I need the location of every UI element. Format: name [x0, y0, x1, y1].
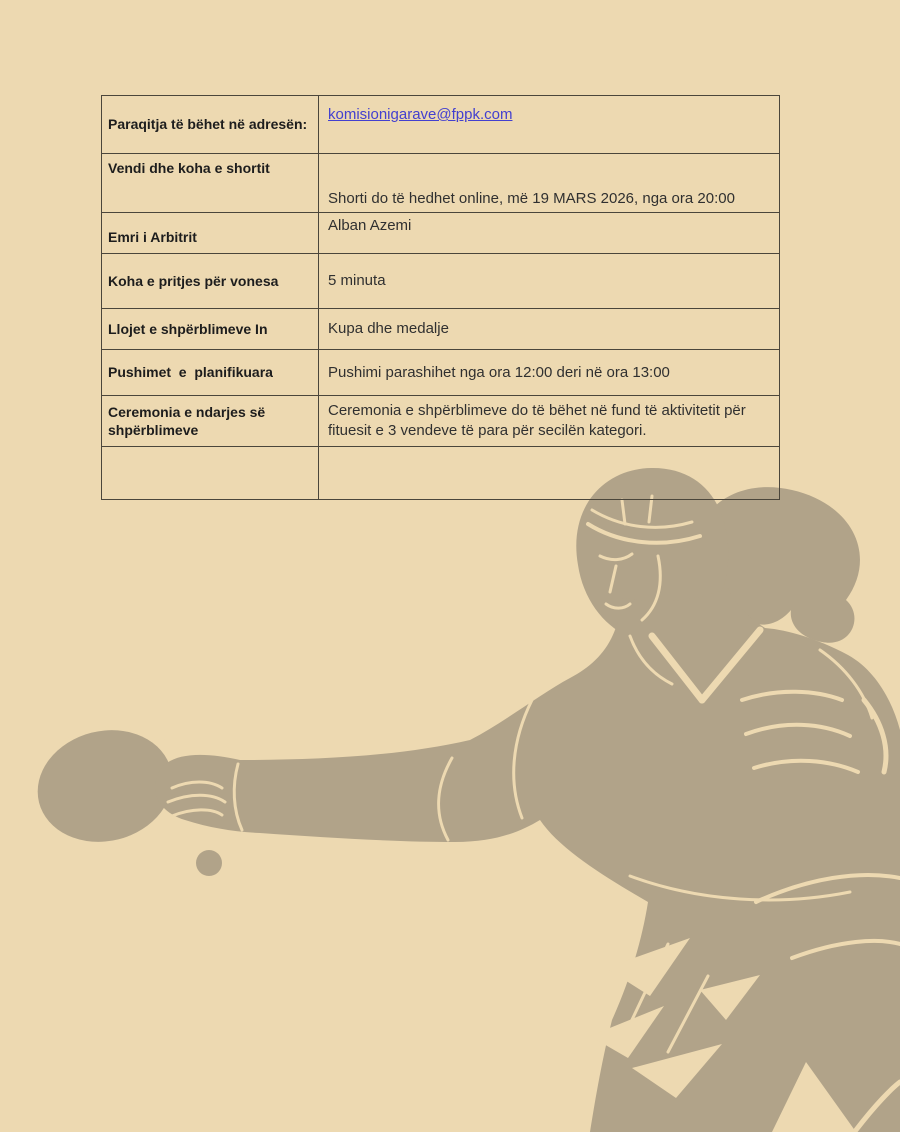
table-row [102, 254, 780, 309]
row-label-cell [102, 96, 319, 154]
row-label: Pushimet e planifikuara [108, 364, 273, 381]
row-label-cell [102, 254, 319, 309]
row-value-cell [319, 350, 780, 396]
row-label-cell [102, 350, 319, 396]
row-value: Kupa dhe medalje [328, 320, 449, 338]
row-label: Paraqitja të bëhet në adresën: [108, 116, 308, 133]
row-label: Ceremonia e ndarjes së shpërblimeve [108, 403, 270, 438]
row-value: Ceremonia e shpërblimeve do të bëhet në fund të aktivitetit për fituesit e 3 vendeve të para për secilën kategori. [328, 402, 746, 439]
table-row [102, 154, 780, 213]
table-row [102, 447, 780, 500]
row-value-cell [319, 396, 780, 447]
tournament-info-table [101, 95, 780, 500]
row-value-cell [319, 213, 780, 254]
row-value: 5 minuta [328, 272, 386, 290]
table-row [102, 396, 780, 447]
row-value: Alban Azemi [328, 217, 412, 234]
table-row [102, 350, 780, 396]
row-label: Koha e pritjes për vonesa [108, 272, 279, 289]
table-row [102, 213, 780, 254]
table-row [102, 309, 780, 350]
player-body [155, 588, 900, 1132]
row-label-cell [102, 396, 319, 447]
row-value: Pushimi parashihet nga ora 12:00 deri në ora 13:00 [328, 363, 670, 381]
email-link[interactable]: komisionigarave@fppk.com [328, 106, 513, 123]
row-label-cell [102, 447, 319, 500]
table-row [102, 96, 780, 154]
row-value-cell [319, 254, 780, 309]
row-label: Vendi dhe koha e shortit [108, 160, 270, 176]
ball-icon [196, 850, 222, 876]
row-label-cell [102, 309, 319, 350]
row-value-cell [319, 154, 780, 213]
row-value-cell [319, 96, 780, 154]
row-value: Shorti do të hedhet online, më 19 MARS 2026, nga ora 20:00 [328, 190, 735, 208]
row-label: Llojet e shpërblimeve In [108, 320, 268, 337]
row-value-cell [319, 309, 780, 350]
row-label-cell [102, 154, 319, 213]
row-value-cell [319, 447, 780, 500]
row-label-cell [102, 213, 319, 254]
row-label: Emri i Arbitrit [108, 228, 197, 245]
